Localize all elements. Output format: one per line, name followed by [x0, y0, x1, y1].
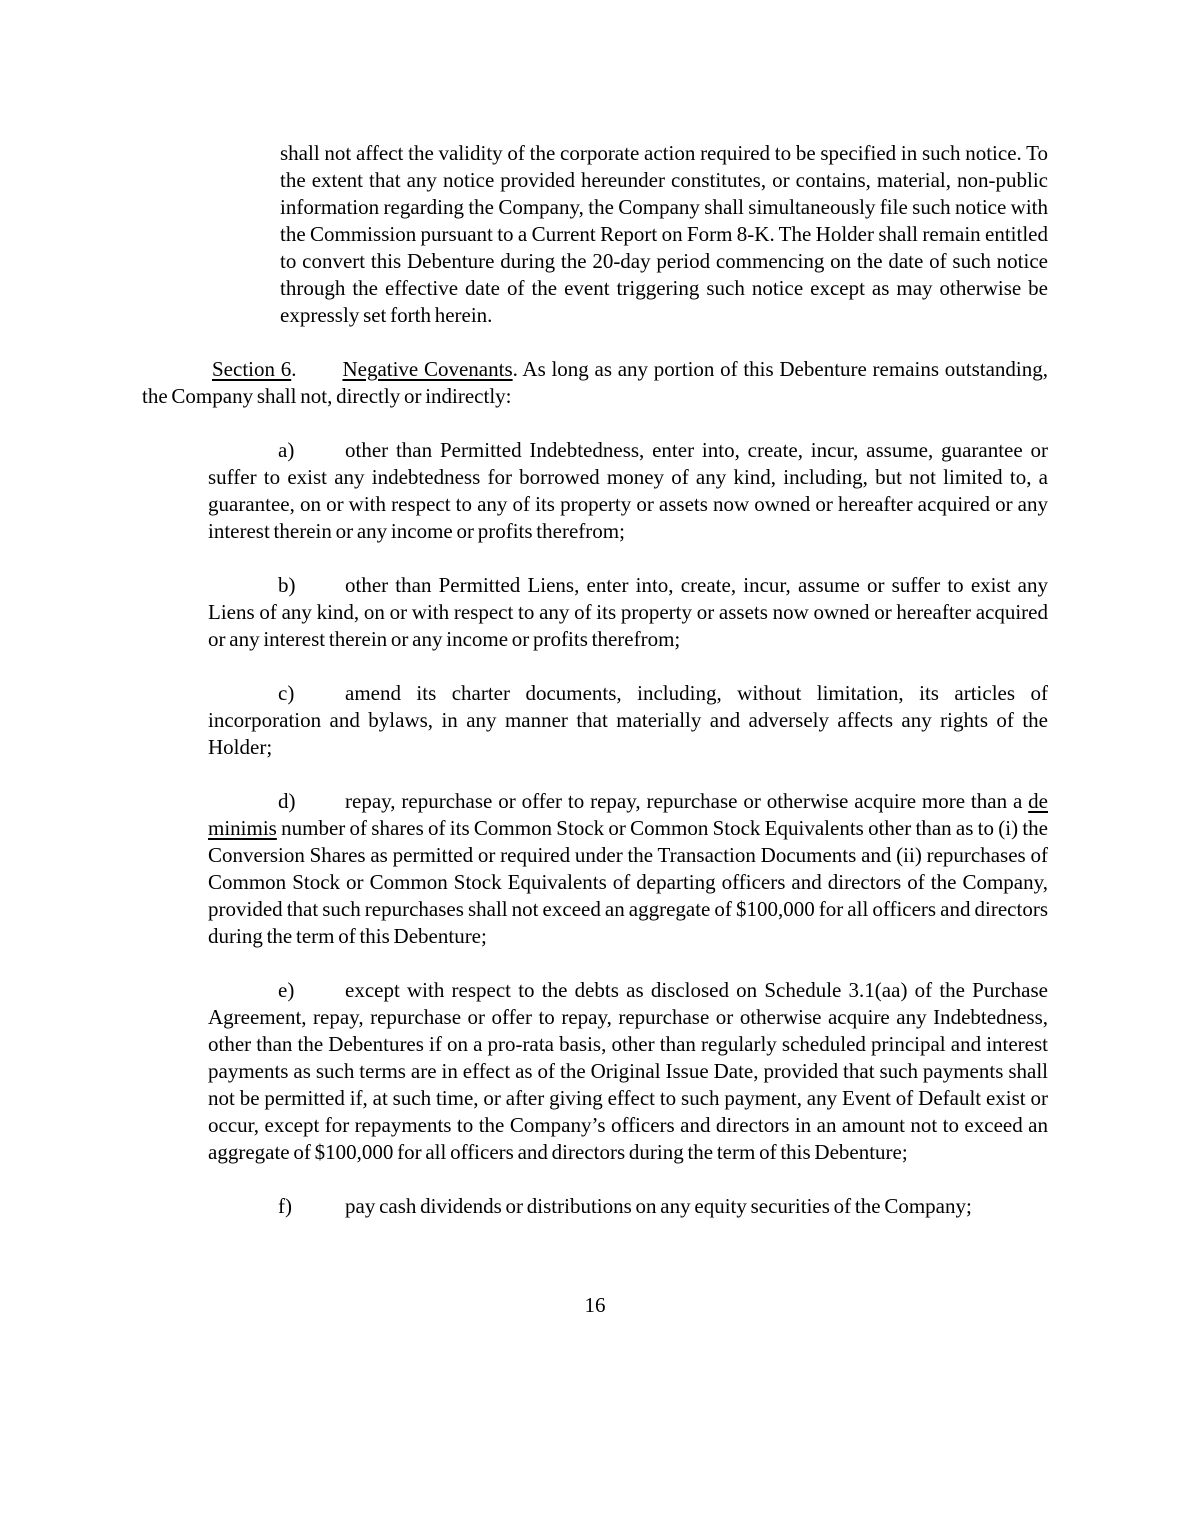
item-text-c: amend its charter documents, including, without limitation, its articles of incorporation and bylaws, in any manner that materially and adversely affects any rights of the Holder;: [208, 681, 1048, 759]
item-text-f: pay cash dividends or distributions on any equity securities of the Company;: [345, 1194, 972, 1218]
item-letter-f: f): [278, 1194, 292, 1218]
section-6-body: . As long as any portion of this Debenture remains outstanding, the Company shall not, directly or indirectly:: [142, 357, 1048, 408]
item-letter-d: d): [278, 789, 296, 813]
item-letter-c: c): [278, 681, 295, 705]
item-text-d-after: number of shares of its Common Stock or Common Stock Equivalents other than as to (i) the Conversion Shares as permitted or required under the Transaction Documents and (ii) repurchases of Common Stock or Common Stock Equivalents of departing officers and directors of the Company, provided that such repurchases shall not exceed an aggregate of $100,000 for all officers and directors during the term of this Debenture;: [208, 816, 1048, 948]
covenant-item-f: [208, 1193, 1048, 1220]
section-6-paragraph: [142, 356, 1048, 410]
covenant-item-c: [208, 680, 1048, 761]
item-text-e: except with respect to the debts as disclosed on Schedule 3.1(aa) of the Purchase Agreement, repay, repurchase or offer to repay, repurchase or otherwise acquire any Indebtedness, other than the Debentures if on a pro-rata basis, other than regularly scheduled principal and interest payments as such terms are in effect as of the Original Issue Date, provided that such payments shall not be permitted if, at such time, or after giving effect to such payment, any Event of Default exist or occur, except for repayments to the Company’s officers and directors in an amount not to exceed an aggregate of $100,000 for all officers and directors during the term of this Debenture;: [208, 978, 1048, 1164]
item-letter-e: e): [278, 978, 295, 1002]
section-6-number: Section 6: [212, 357, 292, 381]
page-number: 16: [584, 1293, 606, 1317]
section-6-title: Negative Covenants: [342, 357, 513, 381]
section-6-number-period: .: [291, 357, 297, 381]
item-letter-b: b): [278, 573, 296, 597]
covenant-item-e: [208, 977, 1048, 1166]
item-text-d-before: repay, repurchase or offer to repay, repurchase or otherwise acquire more than a: [345, 789, 1029, 813]
covenant-item-d: [208, 788, 1048, 950]
notice-continuation-paragraph: shall not affect the validity of the corporate action required to be specified in such notice. To the extent that any notice provided hereunder constitutes, or contains, material, non-public information regarding the Company, the Company shall simultaneously file such notice with the Commission pursuant to a Current Report on Form 8-K. The Holder shall remain entitled to convert this Debenture during the 20-day period commencing on the date of such notice through the effective date of the event triggering such notice except as may otherwise be expressly set forth herein.: [280, 141, 1048, 327]
covenant-item-a: [208, 437, 1048, 545]
covenant-item-b: [208, 572, 1048, 653]
item-text-b: other than Permitted Liens, enter into, create, incur, assume or suffer to exist any Liens of any kind, on or with respect to any of its property or assets now owned or hereafter acquired or any interest therein or any income or profits therefrom;: [208, 573, 1048, 651]
item-text-d-underlined-term: de minimis: [208, 789, 1048, 840]
item-text-a: other than Permitted Indebtedness, enter into, create, incur, assume, guarantee or suffer to exist any indebtedness for borrowed money of any kind, including, but not limited to, a guarantee, on or with respect to any of its property or assets now owned or hereafter acquired or any interest therein or any income or profits therefrom;: [208, 438, 1048, 543]
item-letter-a: a): [278, 438, 295, 462]
